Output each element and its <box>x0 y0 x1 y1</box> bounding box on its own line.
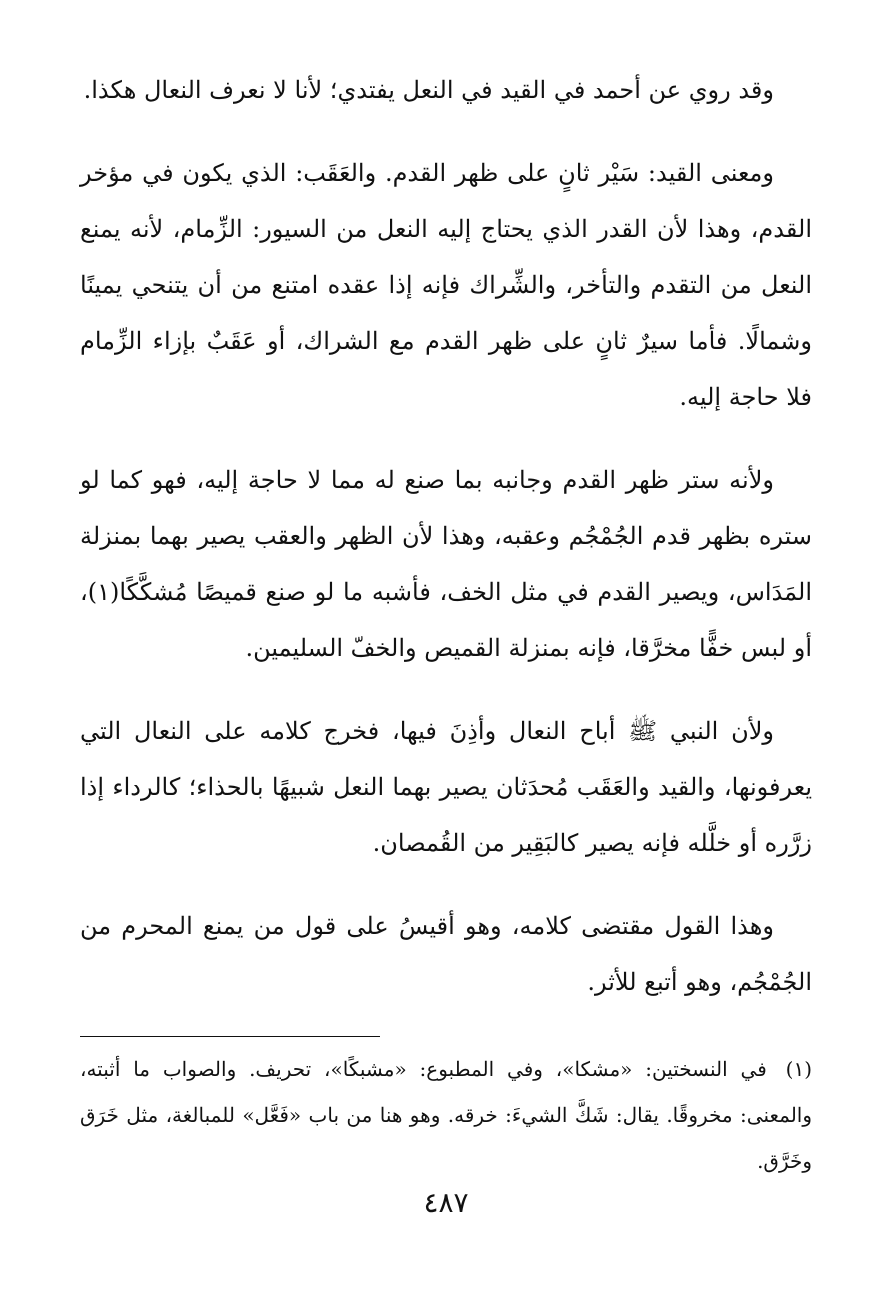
footnote-divider <box>80 1036 380 1037</box>
main-text <box>80 62 812 1037</box>
paragraph-2: ومعنى القيد: سَيْر ثانٍ على ظهر القدم. والعَقَب: الذي يكون في مؤخر القدم، وهذا لأن القدر الذي يحتاج إليه النعل من السيور: الزِّمام، لأنه يمنع النعل من التقدم والتأخر، والشِّراك فإنه إذا عقده امتنع من أن يتنحي يمينًا وشمالًا. فأما سيرٌ ثانٍ على ظهر القدم مع الشراك، أو عَقَبٌ بإزاء الزِّمام فلا حاجة إليه. <box>80 159 812 411</box>
footnote-section <box>80 1046 812 1184</box>
page-number: ٤٨٧ <box>423 1186 469 1219</box>
paragraph-4: ولأن النبي ﷺ أباح النعال وأذِنَ فيها، فخرج كلامه على النعال التي يعرفونها، والقيد والعَقَب مُحدَثان يصير بهما النعل شبيهًا بالحذاء؛ كالرداء إذا زرَّره أو خلَّله فإنه يصير كالبَقِير من القُمصان. <box>80 717 812 857</box>
paragraph-5: وهذا القول مقتضى كلامه، وهو أقيسُ على قول من يمنع المحرم من الجُمْجُم، وهو أتبع للأثر. <box>80 912 812 996</box>
footnote-number: (١) <box>785 1057 812 1081</box>
paragraph-1: وقد روي عن أحمد في القيد في النعل يفتدي؛ لأنا لا نعرف النعال هكذا. <box>83 76 774 104</box>
footnote-text: في النسختين: «مشكا»، وفي المطبوع: «مشبكًا»، تحريف. والصواب ما أثبته، والمعنى: مخروقًا. يقال: شَكَّ الشيءَ: خرقه. وهو هنا من باب «فَعَّل» للمبالغة، مثل خَرَق وخَرَّق. <box>80 1057 812 1173</box>
paragraph-3: ولأنه ستر ظهر القدم وجانبه بما صنع له مما لا حاجة إليه، فهو كما لو ستره بظهر قدم الجُمْجُم وعقبه، وهذا لأن الظهر والعقب يصير بهما بمنزلة المَدَاس، ويصير القدم في مثل الخف، فأشبه ما لو صنع قميصًا مُشكَّكًا(١)، أو لبس خفًّا مخرَّقا، فإنه بمنزلة القميص والخفّ السليمين. <box>80 466 812 662</box>
